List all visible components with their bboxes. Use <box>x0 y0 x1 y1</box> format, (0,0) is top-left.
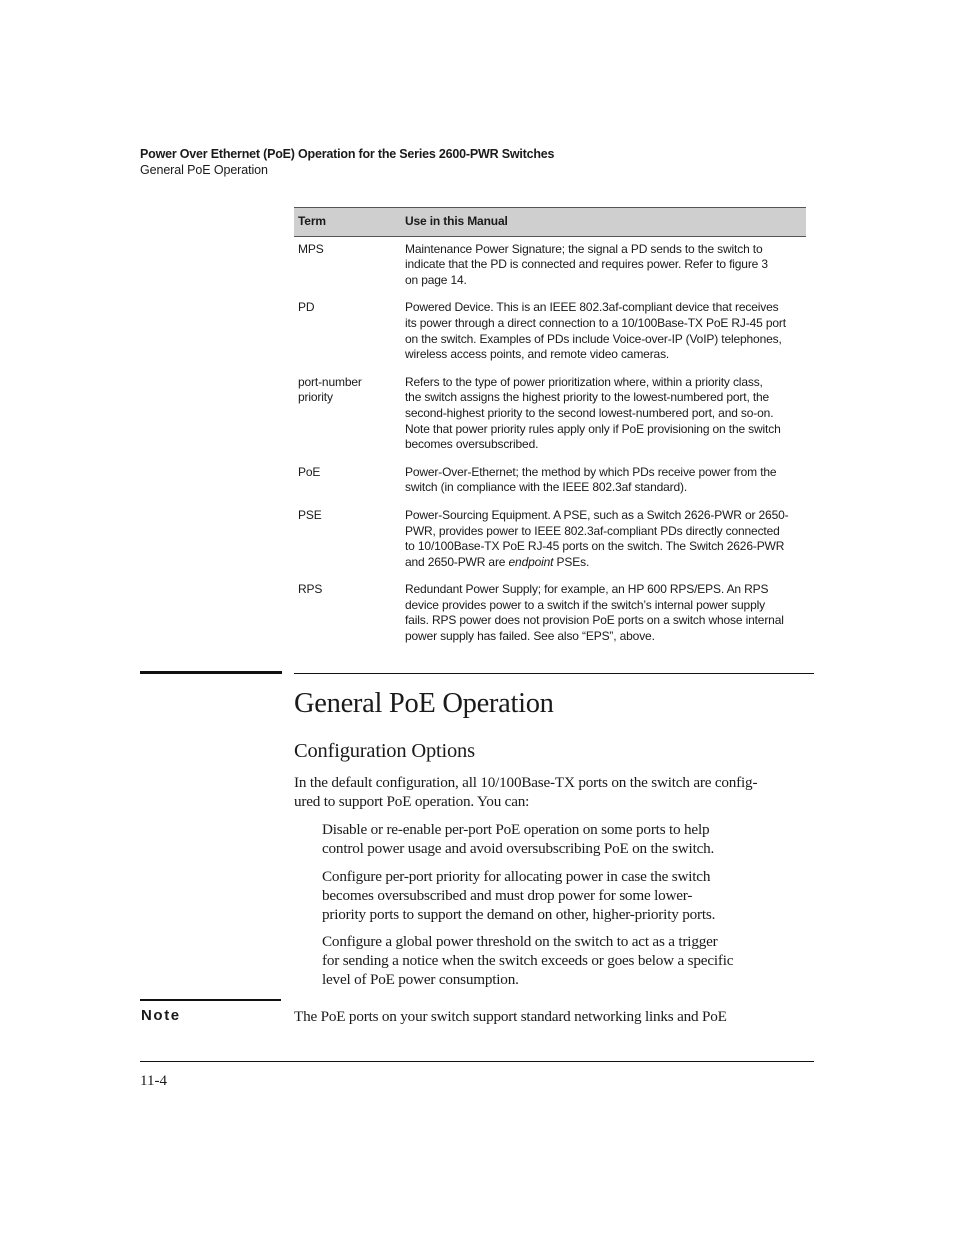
definition-cell <box>397 370 806 460</box>
table-row <box>294 503 806 577</box>
list-item-line: level of PoE power consumption. <box>322 971 519 988</box>
term-label: PoE <box>298 464 321 479</box>
list-item-line: control power usage and avoid oversubscribing PoE on the switch. <box>322 840 715 857</box>
section-title: General PoE Operation <box>294 688 554 719</box>
term-label-line: priority <box>298 390 333 405</box>
subsection-title: Configuration Options <box>294 740 475 762</box>
note-rule <box>140 999 281 1001</box>
list-item <box>322 867 802 924</box>
section-rule-right <box>294 673 814 674</box>
term-cell <box>294 503 397 577</box>
definition-line: device provides power to a switch if the switch’s internal power supply <box>405 597 765 612</box>
definition-line: switch (in compliance with the IEEE 802.3af standard). <box>405 480 688 495</box>
list-item-line: for sending a notice when the switch exceeds or goes below a specific <box>322 952 734 969</box>
definition-line: on page 14. <box>405 272 467 287</box>
definition-line: to 10/100Base-TX PoE RJ-45 ports on the switch. The Switch 2626-PWR <box>405 539 785 554</box>
term-label: RPS <box>298 582 323 597</box>
table-row <box>294 460 806 503</box>
term-label: PD <box>298 300 315 315</box>
table-header-row <box>294 208 806 237</box>
intro-line: In the default configuration, all 10/100Base-TX ports on the switch are config- <box>294 774 758 791</box>
term-label: PSE <box>298 507 322 522</box>
definition-line: Note that power priority rules apply only if PoE provisioning on the switch <box>405 421 781 436</box>
definition-emphasis: endpoint <box>508 554 554 569</box>
definition-line: wireless access points, and remote video cameras. <box>405 347 670 362</box>
table-row <box>294 295 806 369</box>
definition-line: fails. RPS power does not provision PoE ports on a switch whose internal <box>405 613 784 628</box>
definition-line: Powered Device. This is an IEEE 802.3af-compliant device that receives <box>405 300 779 315</box>
intro-paragraph <box>294 773 824 811</box>
definition-line: becomes oversubscribed. <box>405 437 539 452</box>
term-cell <box>294 295 397 369</box>
table-header-term: Term <box>294 208 397 237</box>
note-label: Note <box>141 1007 181 1024</box>
term-label-line: port-number <box>298 374 362 389</box>
running-header-title: Power Over Ethernet (PoE) Operation for the Series 2600-PWR Switches <box>140 147 555 161</box>
term-cell <box>294 460 397 503</box>
section-rule-left <box>140 671 282 674</box>
definition-line-prefix: and 2650-PWR are <box>405 554 509 569</box>
definition-line: power supply has failed. See also “EPS”, above. <box>405 629 655 644</box>
definition-line: its power through a direct connection to a 10/100Base-TX PoE RJ-45 port <box>405 315 786 330</box>
terms-table <box>294 207 806 652</box>
definition-line: Power-Over-Ethernet; the method by which PDs receive power from the <box>405 464 777 479</box>
term-cell <box>294 370 397 460</box>
definition-line: PWR, provides power to IEEE 802.3af-compliant PDs directly connected <box>405 523 780 538</box>
running-header-subtitle: General PoE Operation <box>140 163 268 177</box>
list-item <box>322 820 802 858</box>
definition-line: Refers to the type of power prioritization where, within a priority class, <box>405 374 763 389</box>
term-cell <box>294 236 397 295</box>
definition-line: Maintenance Power Signature; the signal a PD sends to the switch to <box>405 241 763 256</box>
intro-line: ured to support PoE operation. You can: <box>294 793 530 810</box>
definition-line: Redundant Power Supply; for example, an HP 600 RPS/EPS. An RPS <box>405 582 769 597</box>
definition-cell <box>397 460 806 503</box>
list-item <box>322 932 802 989</box>
footer-rule <box>140 1061 814 1062</box>
list-item-line: Configure a global power threshold on the switch to act as a trigger <box>322 933 718 950</box>
table-header-usage: Use in this Manual <box>397 208 806 237</box>
list-item-line: Configure per-port priority for allocating power in case the switch <box>322 868 711 885</box>
term-cell <box>294 577 397 651</box>
list-item-line: becomes oversubscribed and must drop power for some lower- <box>322 887 693 904</box>
note-text: The PoE ports on your switch support standard networking links and PoE <box>294 1008 727 1025</box>
definition-line: the switch assigns the highest priority to the lowest-numbered port, the <box>405 390 770 405</box>
definition-line: second-highest priority to the second lowest-numbered port, and so-on. <box>405 405 774 420</box>
definition-cell <box>397 295 806 369</box>
definition-cell <box>397 577 806 651</box>
definition-line: on the switch. Examples of PDs include Voice-over-IP (VoIP) telephones, <box>405 331 782 346</box>
list-item-line: Disable or re-enable per-port PoE operation on some ports to help <box>322 821 710 838</box>
definition-cell <box>397 503 806 577</box>
definition-line-suffix: PSEs. <box>553 554 590 569</box>
table-row <box>294 370 806 460</box>
table-row <box>294 236 806 295</box>
definition-line: indicate that the PD is connected and requires power. Refer to figure 3 <box>405 257 768 272</box>
definition-cell <box>397 236 806 295</box>
page-number: 11-4 <box>140 1073 167 1089</box>
term-label: MPS <box>298 241 324 256</box>
list-item-line: priority ports to support the demand on other, higher-priority ports. <box>322 906 716 923</box>
definition-line: Power-Sourcing Equipment. A PSE, such as a Switch 2626-PWR or 2650- <box>405 507 789 522</box>
table-row <box>294 577 806 651</box>
